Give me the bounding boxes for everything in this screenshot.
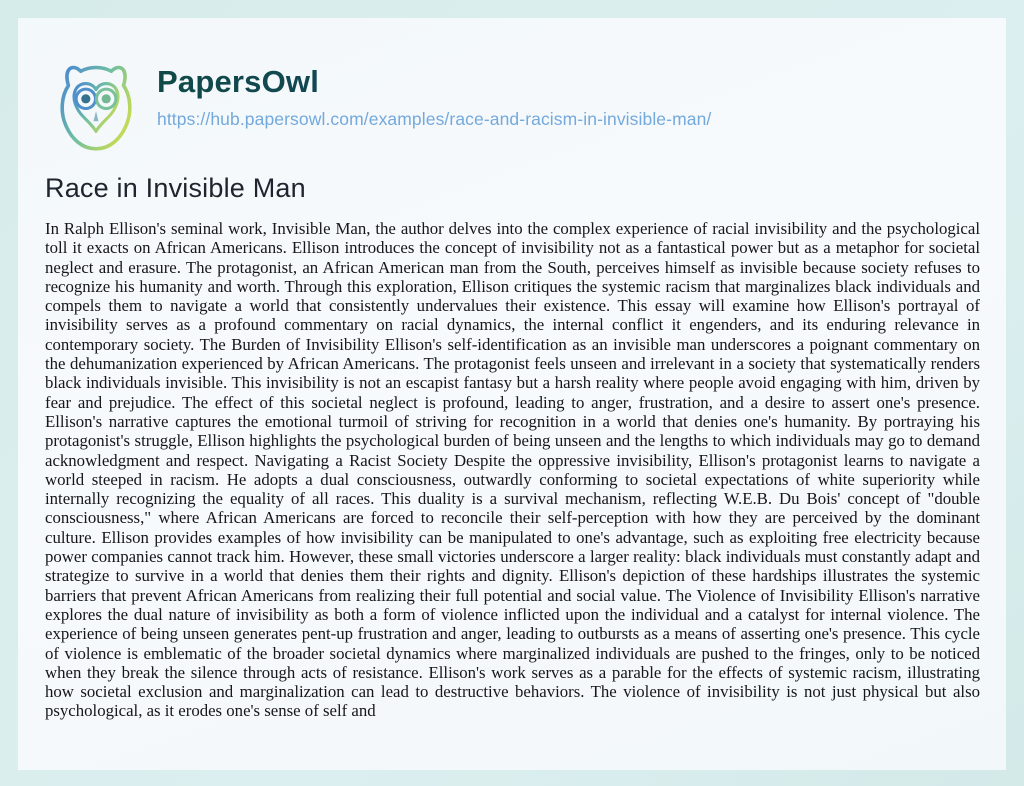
site-header [18, 18, 1006, 158]
essay-body-text: In Ralph Ellison's seminal work, Invisible Man, the author delves into the complex experience of racial invisibility and the psychological toll it exacts on African Americans. Ellison introduces the concept of invisibility not as a fantastical power but as a metaphor for societal neglect and erasure. The protagonist, an African American man from the South, perceives himself as invisible because society refuses to recognize his humanity and worth. Through this exploration, Ellison critiques the systemic racism that marginalizes black individuals and compels them to navigate a world that consistently undervalues their existence. This essay will examine how Ellison's portrayal of invisibility serves as a profound commentary on racial dynamics, the internal conflict it engenders, and its enduring relevance in contemporary society. The Burden of Invisibility Ellison's self-identification as an invisible man underscores a poignant commentary on the dehumanization experienced by African Americans. The protagonist feels unseen and irrelevant in a society that systematically renders black individuals invisible. This invisibility is not an escapist fantasy but a harsh reality where people avoid engaging with him, driven by fear and prejudice. The effect of this societal neglect is profound, leading to anger, frustration, and a desire to assert one's presence. Ellison's narrative captures the emotional turmoil of striving for recognition in a world that denies one's humanity. By portraying his protagonist's struggle, Ellison highlights the psychological burden of being unseen and the lengths to which individuals may go to demand acknowledgment and respect. Navigating a Racist Society Despite the oppressive invisibility, Ellison's protagonist learns to navigate a world steeped in racism. He adopts a dual consciousness, outwardly conforming to societal expectations of white superiority while internally recognizing the equality of all races. This duality is a survival mechanism, reflecting W.E.B. Du Bois' concept of "double consciousness," where African Americans are forced to reconcile their self-perception with how they are perceived by the dominant culture. Ellison provides examples of how invisibility can be manipulated to one's advantage, such as exploiting free electricity because power companies cannot track him. However, these small victories underscore a larger reality: black individuals must constantly adapt and strategize to survive in a world that denies them their rights and dignity. Ellison's depiction of these hardships illustrates the systemic barriers that prevent African Americans from realizing their full potential and social value. The Violence of Invisibility Ellison's narrative explores the dual nature of invisibility as both a form of violence inflicted upon the individual and a catalyst for internal violence. The experience of being unseen generates pent-up frustration and anger, leading to outbursts as a means of asserting one's presence. This cycle of violence is emblematic of the broader societal dynamics where marginalized individuals are pushed to the fringes, only to be noticed when they break the silence through acts of resistance. Ellison's work serves as a parable for the effects of systemic racism, illustrating how societal exclusion and marginalization can lead to destructive behaviors. The violence of invisibility is not just physical but also psychological, as it erodes one's sense of self and [45, 219, 980, 721]
brand-block [157, 56, 711, 130]
owl-logo-icon [45, 56, 147, 158]
page-title: Race in Invisible Man [45, 173, 306, 203]
brand-title: PapersOwl [157, 64, 711, 100]
content-card [18, 18, 1006, 770]
page-url-link[interactable]: https://hub.papersowl.com/examples/race-and-racism-in-invisible-man/ [157, 109, 712, 129]
